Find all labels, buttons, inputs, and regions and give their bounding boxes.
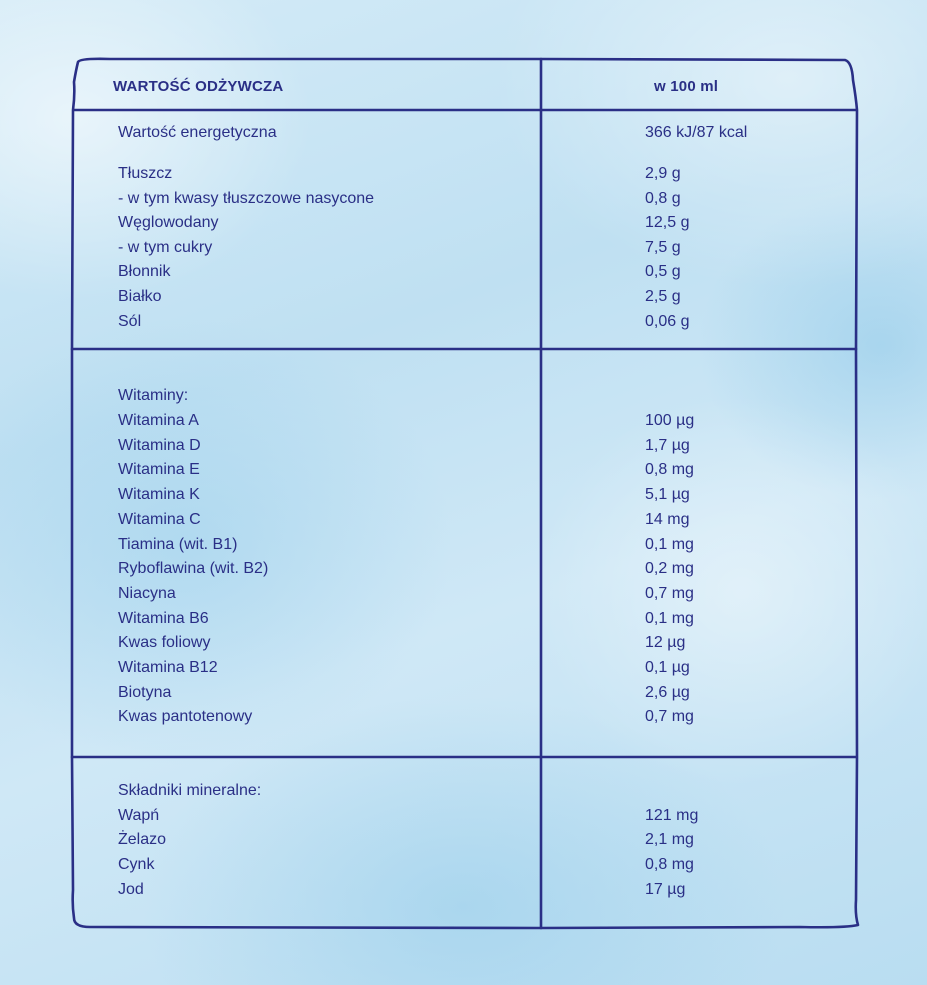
macro-label: Sól [118,313,142,330]
macro-value: 7,5 g [645,239,681,256]
macro-value: 0,8 g [645,190,681,207]
mineral-label: Jod [118,881,144,898]
mineral-value: 121 mg [645,807,699,824]
header-title: WARTOŚĆ ODŻYWCZA [113,78,284,95]
vitamin-label: Tiamina (wit. B1) [118,536,238,553]
vitamin-value: 0,2 mg [645,560,694,577]
macro-value: 12,5 g [645,214,690,231]
macro-value: 0,06 g [645,313,690,330]
mineral-value: 2,1 mg [645,831,694,848]
energy-value: 366 kJ/87 kcal [645,124,748,141]
vitamin-value: 0,8 mg [645,461,694,478]
vitamin-value: 12 µg [645,634,686,651]
mineral-label: Cynk [118,856,155,873]
vitamin-label: Kwas pantotenowy [118,708,253,725]
vitamin-label: Biotyna [118,684,172,701]
energy-label: Wartość energetyczna [118,124,277,141]
macro-label: Węglowodany [118,214,219,231]
mineral-label: Żelazo [118,831,167,848]
vitamin-value: 1,7 µg [645,437,690,454]
vitamin-label: Witamina B12 [118,659,218,676]
mineral-label: Wapń [118,807,160,824]
macro-label: Białko [118,288,162,305]
vitamin-label: Ryboflawina (wit. B2) [118,560,269,577]
mineral-value: 0,8 mg [645,856,694,873]
vitamin-label: Witamina E [118,461,200,478]
vitamins-heading: Witaminy: [118,387,189,404]
macro-value: 0,5 g [645,263,681,280]
vitamin-value: 100 µg [645,412,695,429]
macro-label: - w tym kwasy tłuszczowe nasycone [118,190,375,207]
vitamin-value: 0,7 mg [645,585,694,602]
macro-label: Tłuszcz [118,165,173,182]
minerals-heading: Składniki mineralne: [118,782,262,799]
header-per-100ml: w 100 ml [654,78,719,95]
mineral-value: 17 µg [645,881,686,898]
macro-label: Błonnik [118,263,171,280]
vitamin-value: 0,1 mg [645,610,694,627]
vitamin-label: Witamina C [118,511,201,528]
vitamin-label: Niacyna [118,585,176,602]
macro-value: 2,9 g [645,165,681,182]
vitamin-label: Witamina B6 [118,610,209,627]
macro-label: - w tym cukry [118,239,213,256]
vitamin-label: Witamina A [118,412,199,429]
vitamin-value: 14 mg [645,511,690,528]
vitamin-label: Witamina D [118,437,201,454]
vitamin-value: 5,1 µg [645,486,690,503]
macro-value: 2,5 g [645,288,681,305]
vitamin-value: 0,7 mg [645,708,694,725]
vitamin-value: 0,1 µg [645,659,690,676]
vitamin-value: 0,1 mg [645,536,694,553]
vitamin-label: Kwas foliowy [118,634,211,651]
vitamin-value: 2,6 µg [645,684,690,701]
vitamin-label: Witamina K [118,486,200,503]
